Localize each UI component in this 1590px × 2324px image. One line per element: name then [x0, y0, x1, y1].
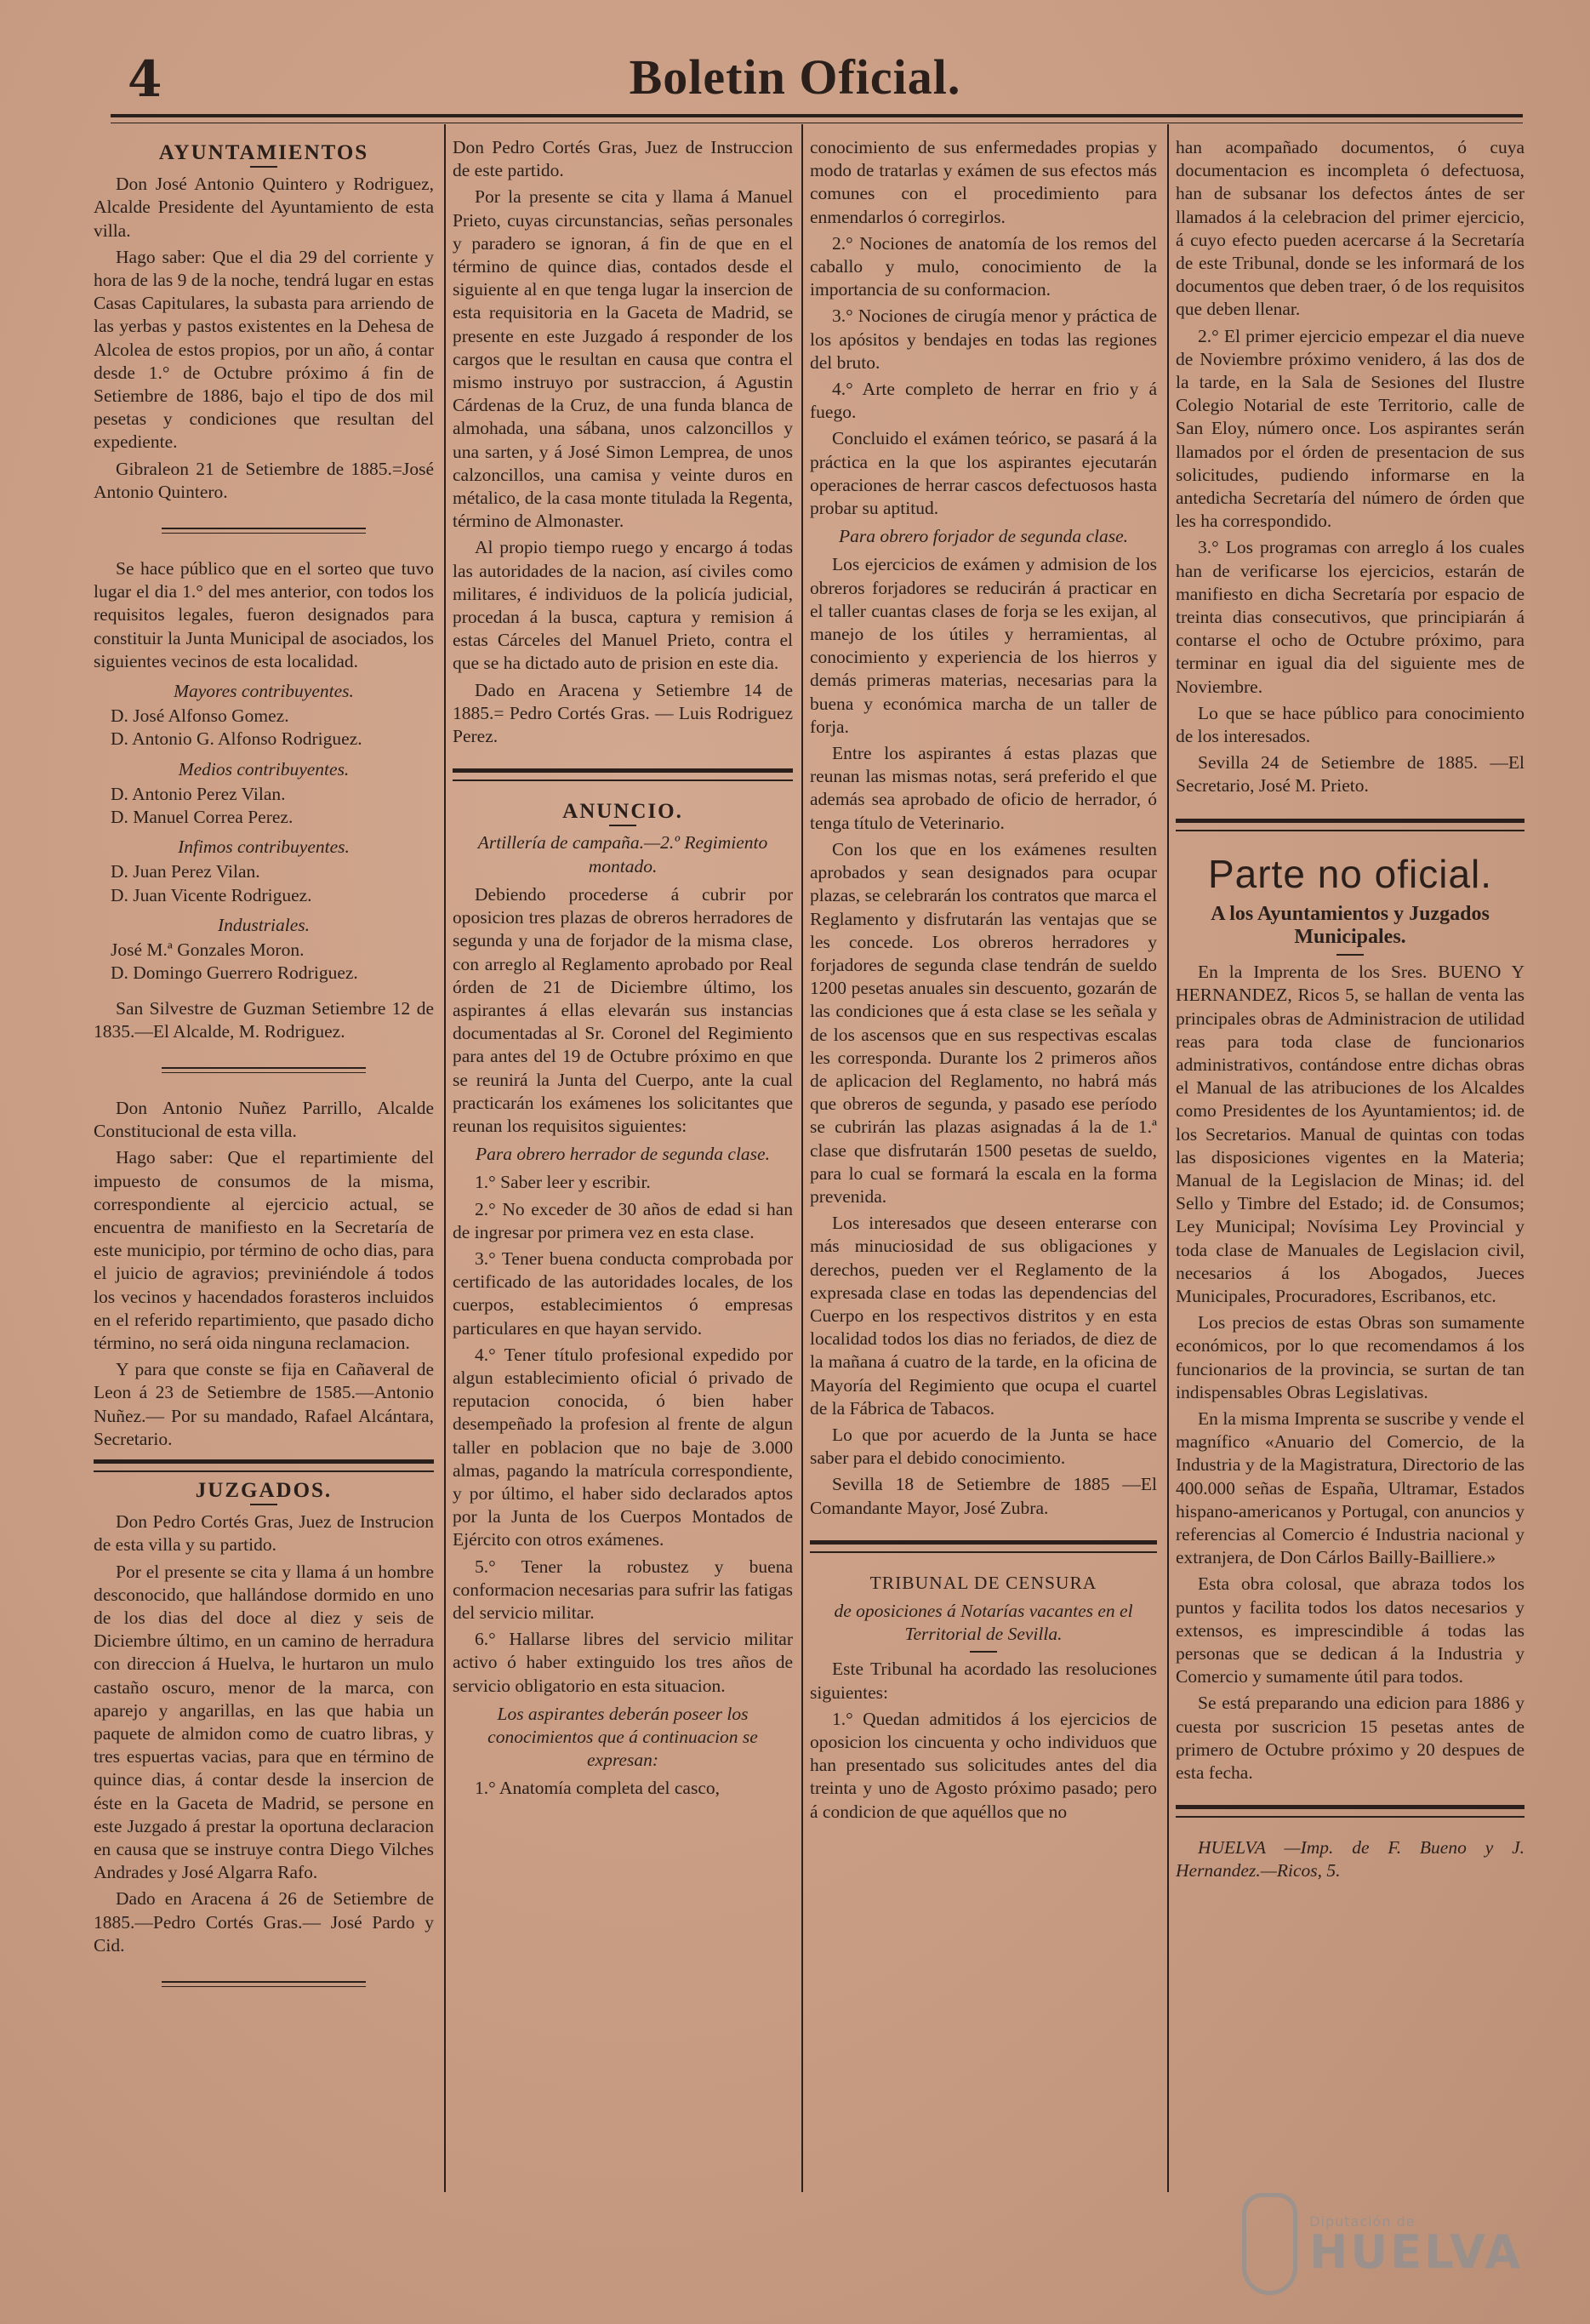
requirement-item: 5.° Tener la robustez y buena conformacion necesarias para sufrir las fatigas del servicio militar. — [453, 1556, 793, 1623]
list-item: D. Domingo Guerrero Rodriguez. — [111, 962, 358, 984]
separator — [162, 528, 366, 534]
separator-thick — [453, 768, 793, 781]
watermark-text-small: Diputación de — [1309, 2213, 1416, 2230]
title-dash — [609, 825, 636, 826]
requirement-item: 4.° Tener título profesional expedido por algun establecimiento oficial ó privado de reputacion conocida, ó bien haber desempeñado la profesion al frente de algun taller en poblacion que no baje de 3.000 almas, pagando la matrícula correspondiente, y por último, el haber sido declarados aptos por la Junta de los Cuerpos Montados de Ejército con otros exámenes. — [453, 1344, 793, 1550]
paragraph: Los ejercicios de exámen y admision de los obreros forjadores se reducirán á practicar en el taller cuantas clases de forja se les exijan, al manejo de los útiles y herramientas, al conocimiento y experiencia de los hierros y demás primeras materias, necesarias para la buena y económica marcha de un taller de forja. — [810, 554, 1157, 737]
paragraph: Los precios de estas Obras son sumamente económicos, por lo que recomendamos á los funcionarios de la provincia, se surtan de tan indispensables Obras Legislativas. — [1176, 1312, 1524, 1402]
list-item: D. Antonio G. Alfonso Rodriguez. — [111, 728, 362, 750]
paragraph: En la Imprenta de los Sres. BUENO Y HERNANDEZ, Ricos 5, se hallan de venta las principales obras de Administracion de utilidad reas para toda clase de funcionarios administrativos, contándose entre dichas obras el Manual de las atribuciones de los Alcaldes como Presidentes de los Ayuntamientos; id. de los Secretarios. Manual de quintas con todas las disposiciones vigentes en la Materia; Manual de la Legislacion de Minas; id. del Sello y Timbre del Estado; id. de Consumos; Ley Municipal; Novísima Ley Provincial y toda clase de Manuales de Legislacion civil, necesarios á los Abogados, Jueces Municipales, Procuradores, Escribanos, etc. — [1176, 962, 1524, 1306]
requirement-item: 6.° Hallarse libres del servicio militar activo ó haber extinguido los tres años de servicio obligatorio en esta situacion. — [453, 1629, 793, 1696]
column-1 — [94, 136, 434, 2213]
paragraph: conocimiento de sus enfermedades propias y modo de tratarlas y exámen de sus efectos más comunes con el procedimiento para enmendarlos ó corregirlos. — [810, 137, 1157, 227]
watermark-text-big: HUELVA — [1309, 2224, 1523, 2279]
separator-thick — [810, 1540, 1157, 1553]
list-item: José M.ª Gonzales Moron. — [111, 939, 305, 961]
section-title-tribunal: TRIBUNAL DE CENSURA — [869, 1572, 1097, 1593]
column-3 — [810, 136, 1157, 2213]
separator-thick — [94, 1459, 434, 1472]
separator-thick — [1176, 1805, 1524, 1818]
paragraph: Hago saber: Que el dia 29 del corriente y hora de las 9 de la noche, tendrá lugar en estas Casas Capitulares, la subasta para arriendo de las yerbas y pastos existentes en la Dehesa de Alcolea de estos propios, por un año, á contar desde 1.° de Octubre próximo á fin de Setiembre de 1886, bajo el tipo de dos mil pesetas y condiciones que resultan del expediente. — [94, 246, 434, 453]
list-item: D. Juan Perez Vilan. — [111, 861, 260, 882]
section-title-ayuntamientos: AYUNTAMIENTOS — [158, 141, 369, 164]
section-title-parte-no-oficial: Parte no oficial. — [1207, 851, 1493, 896]
column-2 — [453, 136, 793, 2213]
list-item: D. Manuel Correa Perez. — [111, 807, 293, 828]
paragraph: Concluido el exámen teórico, se pasará á la práctica en la que los aspirantes ejecutarán operaciones de herrar cascos defectuosos hasta probar su aptitud. — [810, 428, 1157, 519]
header-rule — [111, 114, 1523, 123]
paragraph: En la misma Imprenta se suscribe y vende el magnífico «Anuario del Comercio, de la Industria y de la Magistratura, Directorio de las 400.000 señas de España, Ultramar, Estados hispano-americanos y Portugal, con anuncios y referencias al Comercio é Industria nacional y extranjera, de Don Cárlos Bailly-Bailliere.» — [1176, 1408, 1524, 1568]
paragraph: han acompañado documentos, ó cuya documentacion es incompleta ó defectuosa, han de subsanar los defectos ántes de ser llamados á la celebracion del primer ejercicio, á cuyo efecto pueden acercarse á la Secretaría de este Tribunal, donde se les informará de los documentos que deben traer, ó de los requisitos que deben llenar. — [1176, 137, 1524, 320]
paragraph: Hago saber: Que el repartimiente del impuesto de consumos de la misma, correspondiente al ejercicio actual, se encuentra de manifiesto en la Secretaría de este municipio, por término de ocho dias, para el juicio de agravios; previniéndole á todos los vecinos y hacendados forasteros incluidos en el referido repartimiento, que pasado dicho término, no será oida ninguna reclamacion. — [94, 1147, 434, 1353]
requirement-item: 1.° Saber leer y escribir. — [475, 1172, 651, 1193]
paragraph: Don Pedro Cortés Gras, Juez de Instruccion de este partido. — [453, 137, 793, 181]
paragraph: Por la presente se cita y llama á Manuel Prieto, cuyas circunstancias, señas personales y paradero se ignoran, á fin de que en el término de quince dias, contados desde el siguiente al en que tenga lugar la insercion de esta requisitoria en la Gaceta de Madrid, se presente en este Juzgado á responder de los cargos que le resultan en causa que contra el mismo instruyo por sustraccion, á Agustin Cárdenas de la Cruz, de una funda blanca de almohada, una sábana, unos calzoncillos y una sarten, y á José Simon Lemprea, de unos calzoncillos, una camisa y veinte duros en métalico, de la casa monte titulada la Regenta, término de Almonaster. — [453, 186, 793, 532]
requirement-item: 2.° No exceder de 30 años de edad si han de ingresar por primera vez en esta clase. — [453, 1198, 793, 1242]
list-item: D. Antonio Perez Vilan. — [111, 783, 286, 804]
paragraph: Los interesados que deseen enterarse con más minuciosidad de sus obligaciones y derechos, pueden ver el Reglamento de la expresada clase en todas las dependencias del Cuerpo en los respectivos distritos y en esta localidad todos los dias no feriados, de diez de la mañana á cuatro de la tarde, en la oficina de Mayoría del Regimiento que ocupa el cuartel de la Fábrica de Tabacos. — [810, 1213, 1157, 1419]
column-rule-2 — [801, 124, 803, 2192]
paragraph: 4.° Arte completo de herrar en frio y á fuego. — [810, 379, 1157, 423]
column-rule-3 — [1167, 124, 1169, 2192]
list-item: D. Juan Vicente Rodriguez. — [111, 884, 312, 905]
paragraph: Al propio tiempo ruego y encargo á todas las autoridades de la nacion, así civiles como militares, é individuos de la policía judicial, procedan á la busca, captura y remision á estas Cárceles del Manuel Prieto, contra el que se ha dictado auto de prision en este dia. — [453, 537, 793, 674]
archive-watermark — [1242, 2189, 1523, 2299]
paragraph: Debiendo procederse á cubrir por oposicion tres plazas de obreros herradores de segunda y una de forjador de la misma clase, con arreglo al Reglamento aprobado por Real órden de 21 de Diciembre último, los aspirantes á ellas elevarán sus instancias documentadas al Sr. Coronel del Regimiento para antes del 19 de Octubre próximo en que se reunirá la Junta del Cuerpo, ante la cual practicarán los exámenes los solicitantes que reunan los requisitos siguientes: — [453, 883, 793, 1136]
subheading: Artillería de campaña.—2.º Regimiento montado. — [477, 832, 768, 876]
paragraph: Don José Antonio Quintero y Rodriguez, Alcalde Presidente del Ayuntamiento de esta villa. — [94, 174, 434, 241]
section-title-juzgados: JUZGADOS. — [195, 1478, 333, 1502]
page-number: 4 — [128, 50, 162, 108]
list-heading: Mayores contribuyentes. — [174, 681, 354, 702]
paragraph: 3.° Los programas con arreglo á los cuales han de verificarse los ejercicios, estarán de manifiesto en dicha Secretaría por espacio de treinta dias consecutivos, que principiarán á contarse el ocho de Octubre próximo, para terminar en igual dia del siguiente mes de Noviembre. — [1176, 537, 1524, 697]
separator — [162, 1067, 366, 1073]
paragraph: Esta obra colosal, que abraza todos los puntos y facilita todos los datos necesarios y extensos, es imprescindible á todas las personas que se dedican á la Industria y Comercio y sumamente útil para todos. — [1176, 1573, 1524, 1687]
requirement-item: 1.° Anatomía completa del casco, — [475, 1778, 721, 1799]
title-dash — [970, 1651, 997, 1653]
paragraph: 2.° Nociones de anatomía de los remos del caballo y mulo, conocimiento de la importancia de su conformacion. — [810, 232, 1157, 300]
paragraph: 1.° Quedan admitidos á los ejercicios de oposicion los cincuenta y ocho individuos que han presentado sus solicitudes antes del dia treinta y uno de Agosto próximo pasado; pero á condicion de que aquéllos que no — [810, 1708, 1157, 1822]
list-item: D. José Alfonso Gomez. — [111, 705, 289, 727]
paragraph: Dado en Aracena y Setiembre 14 de 1885.= Pedro Cortés Gras. — Luis Rodriguez Perez. — [453, 679, 793, 747]
column-4 — [1176, 136, 1524, 2213]
paragraph: Don Pedro Cortés Gras, Juez de Instrucion de esta villa y su partido. — [94, 1511, 434, 1556]
paragraph: Lo que por acuerdo de la Junta se hace saber para el debido conocimiento. — [810, 1424, 1157, 1469]
paragraph: Sevilla 24 de Setiembre de 1885. —El Secretario, José M. Prieto. — [1176, 752, 1524, 797]
paragraph: Gibraleon 21 de Setiembre de 1885.=José Antonio Quintero. — [94, 458, 434, 502]
paragraph: 2.° El primer ejercicio empezar el dia nueve de Noviembre próximo venidero, á las dos de la tarde, en la Sala de Sesiones del Ilustre Colegio Notarial de este Territorio, calle de San Eloy, número once. Los aspirantes serán llamados por el órden de presentacion de sus solicitudes, pudiendo informarse en la antedicha Secretaría del número de órden que les ha correspondido. — [1176, 325, 1524, 532]
paragraph: Se está preparando una edicion para 1886 y cuesta por suscricion 15 pesetas antes de primero de Octubre próximo y 20 despues de esta fecha. — [1176, 1693, 1524, 1783]
paragraph: Don Antonio Nuñez Parrillo, Alcalde Constitucional de esta villa. — [94, 1097, 434, 1142]
masthead-title: Boletin Oficial. — [629, 49, 961, 105]
paragraph: Por el presente se cita y llama á un hombre desconocido, que hallándose dormido en uno de los dias del doce al diez y seis de Diciembre último, en un camino de herradura con direccion á Huelva, le hurtaron un mulo castaño oscuro, menor de la marca, con aparejo y angarillas, en las que habia un paquete de almidon como de cuatro libras, y tres espuertas vacias, para que en término de quince dias, á contar desde la insercion de éste en la Gaceta de Madrid, se persone en este Juzgado á prestar la oportuna declaracion en causa que se instruye contra Diego Vilches Andrades y José Algarra Rafo. — [94, 1561, 434, 1883]
paragraph: Sevilla 18 de Setiembre de 1885 —El Comandante Mayor, José Zubra. — [810, 1474, 1157, 1518]
title-dash — [1336, 954, 1364, 956]
subheading: Para obrero herrador de segunda clase. — [476, 1144, 770, 1165]
list-heading: Medios contribuyentes. — [178, 758, 350, 779]
subheading: Para obrero forjador de segunda clase. — [839, 526, 1128, 547]
section-title-anuncio: ANUNCIO. — [562, 800, 683, 824]
paragraph: Dado en Aracena á 26 de Setiembre de 1885.—Pedro Cortés Gras.— José Pardo y Cid. — [94, 1888, 434, 1956]
requirement-item: 3.° Tener buena conducta comprobada por certificado de las autoridades locales, de los cuerpos, establecimientos ó empresas particulares en que hayan servido. — [453, 1248, 793, 1339]
paragraph: Este Tribunal ha acordado las resoluciones siguientes: — [810, 1659, 1157, 1703]
imprint: HUELVA —Imp. de F. Bueno y J. Hernandez.—Ricos, 5. — [1176, 1837, 1524, 1881]
separator — [162, 1981, 366, 1987]
paragraph: 3.° Nociones de cirugía menor y práctica de los apósitos y bendajes en todas las regiones del bruto. — [810, 305, 1157, 373]
list-heading: Industriales. — [217, 914, 311, 935]
paragraph: San Silvestre de Guzman Setiembre 12 de 1835.—El Alcalde, M. Rodriguez. — [94, 997, 434, 1042]
subheading: A los Ayuntamientos y Juzgados Municipales. — [1211, 902, 1490, 948]
list-heading: Infimos contribuyentes. — [178, 837, 350, 858]
column-rule-1 — [444, 124, 446, 2192]
paragraph: Lo que se hace público para conocimiento de los interesados. — [1176, 702, 1524, 747]
subheading: de oposiciones á Notarías vacantes en el Territorial de Sevilla. — [834, 1600, 1133, 1645]
subheading: Los aspirantes deberán poseer los conocimientos que á continuacion se expresan: — [487, 1703, 758, 1771]
title-dash — [250, 166, 277, 168]
coat-of-arms-icon — [1242, 2193, 1297, 2295]
paragraph: Con los que en los exámenes resulten aprobados y sean designados para ocupar plazas, se celebrarán los contratos que marca el Reglamento y disfrutarán las ventajas que se les concede. Los obreros herradores y forjadores de segunda clase tendrán de sueldo 1200 pesetas anuales sin descuento, gozarán de las condiciones que á esta clase se les señala y de los ascensos que en sus respectivas escalas les corresponda. Durante los 2 primeros años de aplicacion del Reglamento, no habrá más que obreros de segunda, y pasado ese período se cubrirán las plazas asignadas á la de 1.ª clase que disfrutarán 1500 pesetas de sueldo, para lo cual se formará la escala en la forma prevenida. — [810, 838, 1157, 1207]
title-dash — [250, 1504, 277, 1505]
separator-thick — [1176, 819, 1524, 831]
paragraph: Entre los aspirantes á estas plazas que reunan las mismas notas, será preferido el que además sea aprobado de oficio de herrador, ó tenga título de Veterinario. — [810, 743, 1157, 833]
paragraph: Y para que conste se fija en Cañaveral de Leon á 23 de Setiembre de 1585.—Antonio Nuñez.— Por su mandado, Rafael Alcántara, Secretario. — [94, 1359, 434, 1449]
paragraph: Se hace público que en el sorteo que tuvo lugar el dia 1.° del mes anterior, con todos los requisitos legales, fueron designados para constituir la Junta Municipal de asociados, los siguientes vecinos de esta localidad. — [94, 558, 434, 671]
